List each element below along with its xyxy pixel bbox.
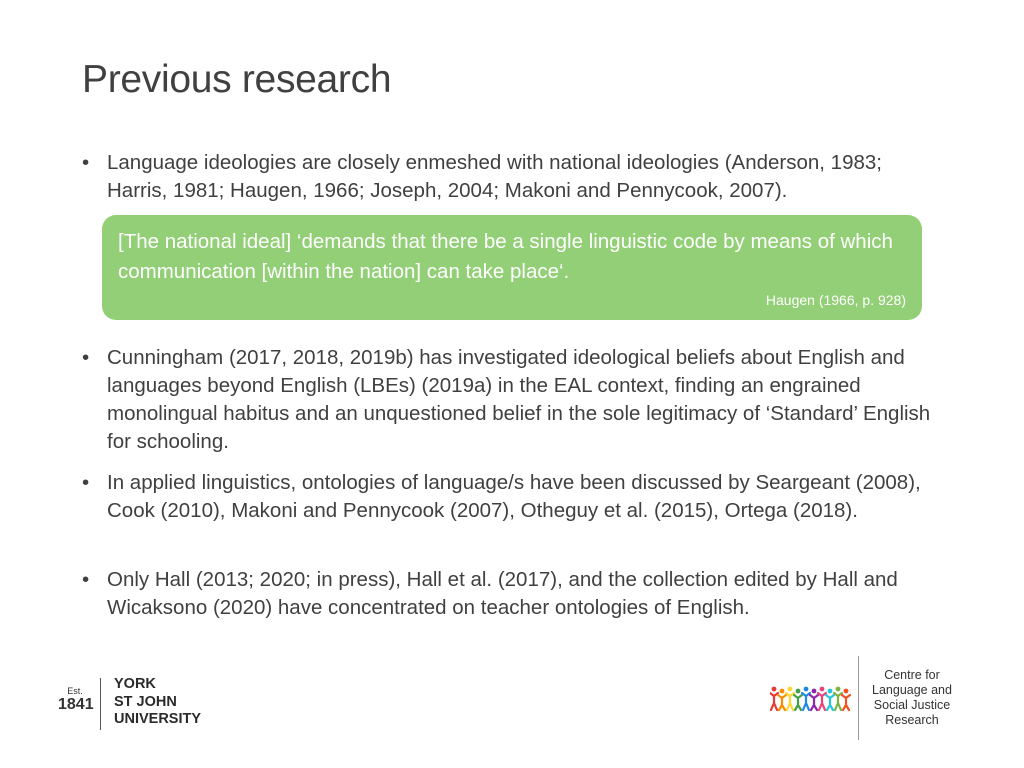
figure-head — [796, 689, 801, 694]
university-name-line: UNIVERSITY — [114, 711, 202, 727]
figure-body — [834, 693, 842, 710]
figure-head — [828, 689, 833, 694]
figure-head — [780, 689, 785, 694]
figure-body — [826, 695, 834, 710]
logo-est-label: Est. — [67, 686, 83, 696]
centre-name-line: Research — [885, 713, 939, 727]
centre-name — [866, 668, 958, 728]
quote-box — [102, 215, 922, 320]
bullet-item — [82, 469, 942, 525]
figure-head — [844, 689, 849, 694]
logo-divider — [100, 678, 101, 730]
figure-body — [786, 693, 794, 710]
figure-body — [818, 693, 826, 710]
centre-name-line: Social Justice — [873, 698, 951, 712]
quote-text: [The national ideal] ‘demands that there be a single linguistic code by means of which communication [within the nation] can take place‘. — [118, 230, 893, 283]
university-name-line: YORK — [114, 676, 156, 692]
bullet-marker: • — [82, 568, 90, 591]
bullet-text: Only Hall (2013; 2020; in press), Hall et al. (2017), and the collection edited by Hall and Wicaksono (2020) have concentrated on teacher ontologies of English. — [107, 568, 898, 619]
bullet-marker: • — [82, 151, 90, 174]
bullet-item — [82, 344, 942, 456]
figure-body — [842, 695, 850, 710]
bullet-text: In applied linguistics, ontologies of language/s have been discussed by Seargeant (2008), Cook (2010), Makoni and Pennycook (2007), Otheguy et al. (2015), Ortega (2018). — [107, 471, 921, 522]
figure-head — [836, 687, 841, 692]
slide-title: Previous research — [82, 58, 392, 101]
figure-body — [810, 695, 818, 710]
logo-divider — [858, 656, 859, 740]
figure-body — [778, 695, 786, 710]
bullet-item — [82, 566, 942, 622]
bullet-text: Language ideologies are closely enmeshed with national ideologies (Anderson, 1983; Harris, 1981; Haugen, 1966; Joseph, 2004; Makoni and Pennycook, 2007). — [107, 151, 882, 202]
university-name — [114, 676, 224, 729]
figure-head — [812, 689, 817, 694]
figure-head — [788, 687, 793, 692]
figure-head — [820, 687, 825, 692]
centre-name-line: Language and — [872, 683, 952, 697]
bullet-item — [82, 149, 942, 205]
bullet-marker: • — [82, 471, 90, 494]
centre-name-line: Centre for — [884, 668, 940, 682]
logo-year: 1841 — [58, 696, 94, 713]
bullet-marker: • — [82, 346, 90, 369]
university-name-line: ST JOHN — [114, 693, 177, 710]
centre-logo — [770, 656, 970, 742]
bullet-text: Cunningham (2017, 2018, 2019b) has investigated ideological beliefs about English and languages beyond English (LBEs) (2019a) in the EAL context, finding an engrained monolingual habitus and an unquestioned belief in the sole legitimacy of ‘Standard’ English for schooling. — [107, 346, 931, 453]
figure-body — [802, 693, 810, 710]
york-st-john-university-logo — [58, 676, 218, 732]
figure-body — [770, 693, 778, 710]
figure-head — [772, 687, 777, 692]
quote-citation: Haugen (1966, p. 928) — [765, 292, 906, 308]
figure-body — [794, 695, 802, 710]
dancing-figures-icon — [770, 684, 854, 712]
figure-head — [804, 687, 809, 692]
